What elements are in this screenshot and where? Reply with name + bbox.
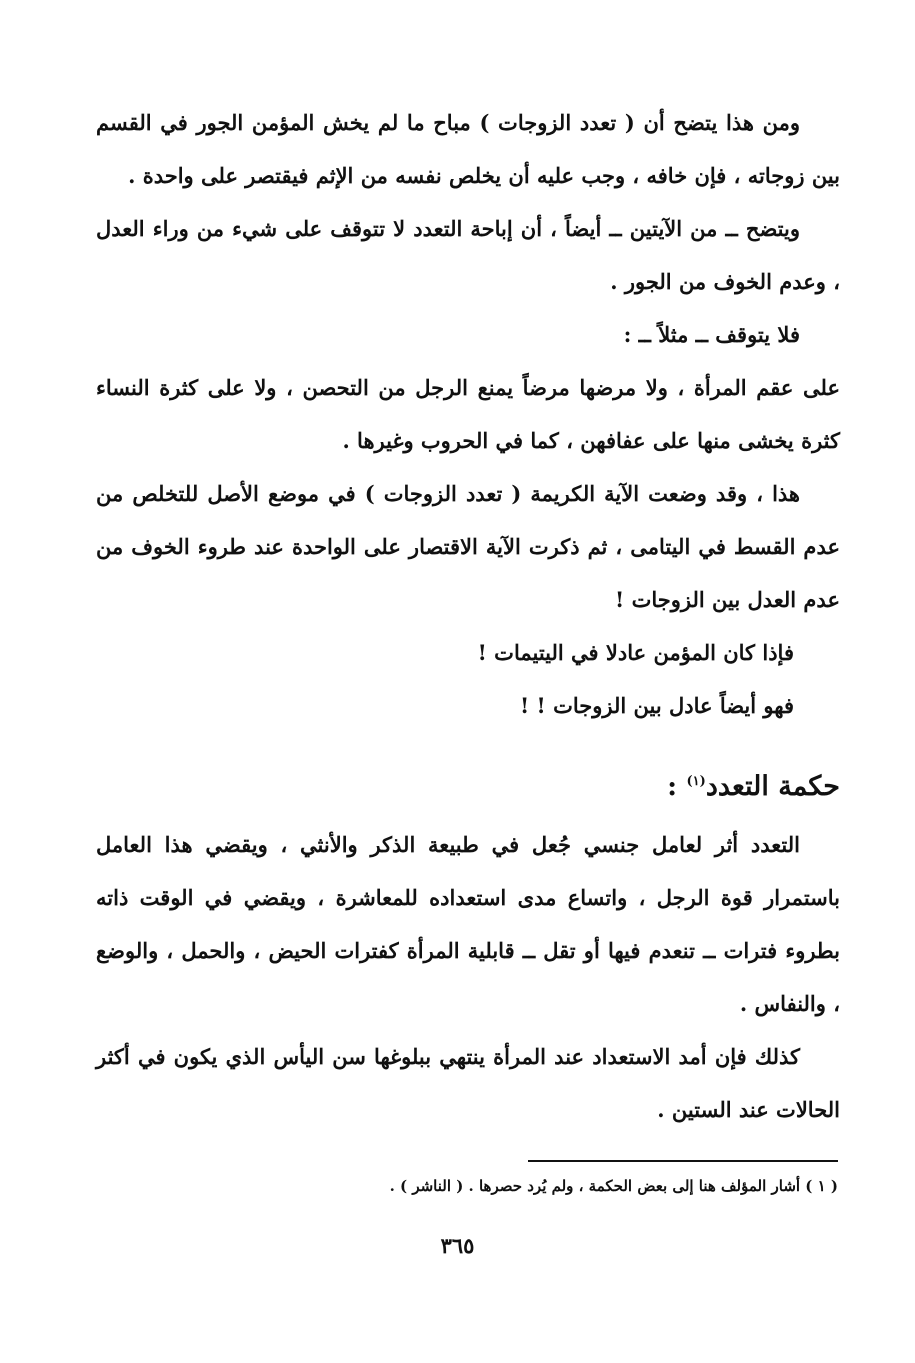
- paragraph: كذلك فإن أمد الاستعداد عند المرأة ينتهي ببلوغها سن اليأس الذي يكون في أكثر الحالات عند الستين .: [96, 1044, 840, 1122]
- paragraph: ويتضح ــ من الآيتين ــ أيضاً ، أن إباحة التعدد لا تتوقف على شيء من وراء العدل ، وعدم الخوف من الجور .: [96, 216, 840, 294]
- paragraph: على عقم المرأة ، ولا مرضها مرضاً يمنع الرجل من التحصن ، ولا على كثرة النساء كثرة يخشى منها على عفافهن ، كما في الحروب وغيرها .: [96, 375, 840, 453]
- page-number: ٣٦٥: [440, 1233, 475, 1258]
- footnote: ( ١ ) أشار المؤلف هنا إلى بعض الحكمة ، ولم يُرد حصرها . ( الناشر ) .: [389, 1177, 838, 1195]
- paragraph: التعدد أثر لعامل جنسي جُعل في طبيعة الذكر والأنثي ، ويقضي هذا العامل باستمرار قوة الرجل ، واتساع مدى استعداده للمعاشرة ، ويقضي في الوقت ذاته بطروء فترات ــ تنعدم فيها أو تقل ــ قابلية المرأة كفترات الحيض ، والحمل ، والوضع ، والنفاس .: [96, 832, 840, 1016]
- body-text: [96, 96, 840, 732]
- section-heading-colon: :: [667, 771, 687, 802]
- paragraph: هذا ، وقد وضعت الآية الكريمة ( تعدد الزوجات ) في موضع الأصل للتخلص من عدم القسط في اليتامى ، ثم ذكرت الآية الاقتصار على الواحدة عند طروء الخوف من عدم العدل بين الزوجات !: [96, 481, 840, 612]
- footnote-reference[interactable]: (١): [686, 774, 706, 789]
- footnote-divider: [528, 1160, 838, 1162]
- section-heading-text: حكمة التعدد: [705, 771, 840, 802]
- paragraph: فهو أيضاً عادل بين الزوجات ! !: [520, 693, 794, 718]
- paragraph: ومن هذا يتضح أن ( تعدد الزوجات ) مباح ما لم يخش المؤمن الجور في القسم بين زوجاته ، فإن خافه ، وجب عليه أن يخلص نفسه من الإثم فيقتصر على واحدة .: [96, 110, 840, 188]
- section-heading: [96, 758, 840, 811]
- section-text: [96, 818, 840, 1136]
- paragraph: فلا يتوقف ــ مثلاً ــ :: [623, 322, 800, 347]
- paragraph: فإذا كان المؤمن عادلا في اليتيمات !: [477, 640, 794, 665]
